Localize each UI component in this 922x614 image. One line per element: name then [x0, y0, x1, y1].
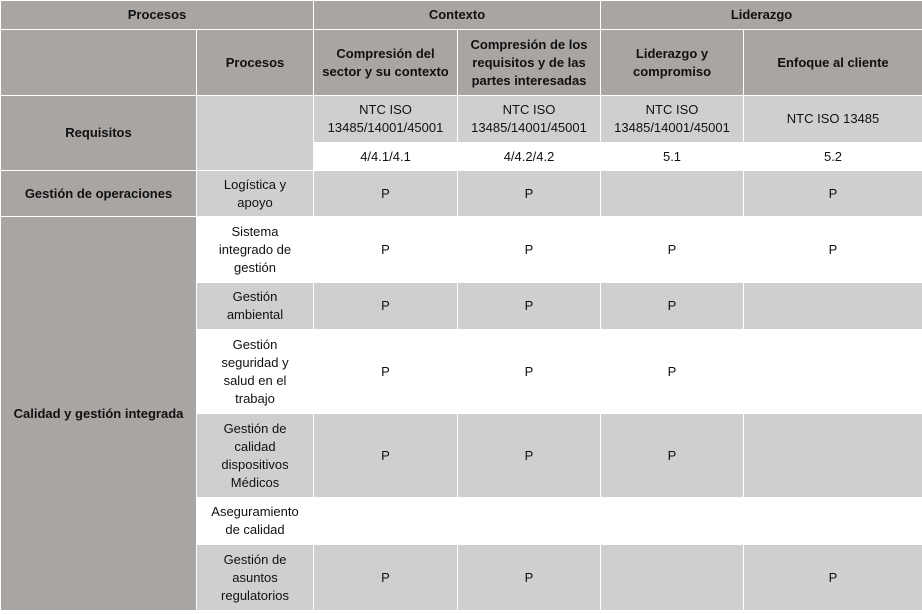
- requisitos-label: Requisitos: [1, 96, 197, 171]
- value-cell: P: [458, 283, 601, 330]
- process-name: Logística y apoyo: [197, 171, 314, 217]
- calidad-label: Calidad y gestión integrada: [1, 217, 197, 611]
- value-cell: [744, 330, 922, 414]
- value-cell: P: [458, 171, 601, 217]
- value-cell: P: [314, 545, 458, 611]
- value-cell: P: [458, 330, 601, 414]
- process-name: Aseguramiento de calidad: [197, 498, 314, 545]
- value-cell: P: [314, 217, 458, 283]
- group-header-row: [1, 1, 922, 30]
- process-name: Gestión ambiental: [197, 283, 314, 330]
- value-cell: P: [458, 414, 601, 498]
- process-name: Sistema integrado de gestión: [197, 217, 314, 283]
- clause-cell: 5.2: [744, 143, 922, 171]
- requisitos-norms-row: [1, 96, 922, 143]
- value-cell: P: [744, 217, 922, 283]
- value-cell: P: [314, 283, 458, 330]
- value-cell: [744, 414, 922, 498]
- norm-cell: NTC ISO 13485/14001/45001: [314, 96, 458, 143]
- group-header-contexto: Contexto: [314, 1, 601, 30]
- column-header-row: [1, 30, 922, 96]
- column-header-enfoque-cliente: Enfoque al cliente: [744, 30, 922, 96]
- norm-cell: NTC ISO 13485: [744, 96, 922, 143]
- value-cell: P: [744, 545, 922, 611]
- column-header-compresion-sector: Compresión del sector y su contexto: [314, 30, 458, 96]
- gestion-operaciones-label: Gestión de operaciones: [1, 171, 197, 217]
- value-cell: [601, 498, 744, 545]
- norm-cell: NTC ISO 13485/14001/45001: [601, 96, 744, 143]
- clause-cell: 4/4.2/4.2: [458, 143, 601, 171]
- column-header-procesos: Procesos: [197, 30, 314, 96]
- value-cell: P: [601, 414, 744, 498]
- value-cell: [744, 498, 922, 545]
- process-name: Gestión de calidad dispositivos Médicos: [197, 414, 314, 498]
- process-name: Gestión seguridad y salud en el trabajo: [197, 330, 314, 414]
- table-row: [1, 171, 922, 217]
- value-cell: [314, 498, 458, 545]
- value-cell: [601, 171, 744, 217]
- column-header-empty: [1, 30, 197, 96]
- value-cell: P: [314, 171, 458, 217]
- value-cell: [458, 498, 601, 545]
- norm-cell: NTC ISO 13485/14001/45001: [458, 96, 601, 143]
- requisitos-process-empty: [197, 96, 314, 171]
- value-cell: P: [601, 330, 744, 414]
- value-cell: [744, 283, 922, 330]
- column-header-liderazgo-compromiso: Liderazgo y compromiso: [601, 30, 744, 96]
- column-header-compresion-requisitos: Compresión de los requisitos y de las partes interesadas: [458, 30, 601, 96]
- value-cell: [601, 545, 744, 611]
- clause-cell: 5.1: [601, 143, 744, 171]
- value-cell: P: [314, 330, 458, 414]
- group-header-procesos: Procesos: [1, 1, 314, 30]
- value-cell: P: [744, 171, 922, 217]
- table-row: [1, 217, 922, 283]
- value-cell: P: [458, 545, 601, 611]
- group-header-liderazgo: Liderazgo: [601, 1, 922, 30]
- value-cell: P: [458, 217, 601, 283]
- value-cell: P: [601, 283, 744, 330]
- value-cell: P: [601, 217, 744, 283]
- value-cell: P: [314, 414, 458, 498]
- process-name: Gestión de asuntos regulatorios: [197, 545, 314, 611]
- clause-cell: 4/4.1/4.1: [314, 143, 458, 171]
